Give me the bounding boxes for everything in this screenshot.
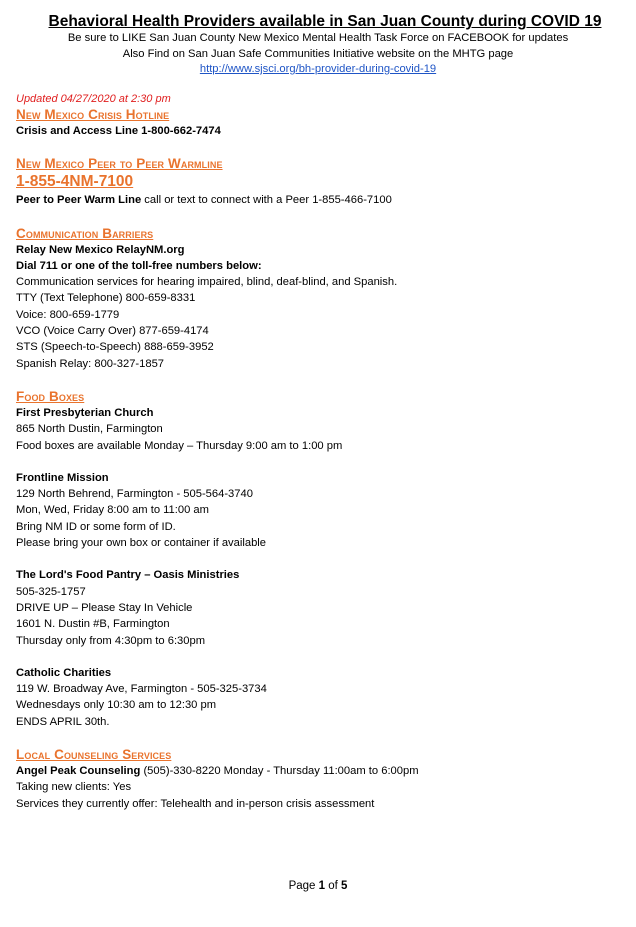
comm-line: Voice: 800-659-1779: [16, 308, 120, 321]
relay-dial: Dial 711 or one of the toll-free numbers below:: [16, 259, 262, 272]
document-header: [0, 0, 636, 78]
provider-name: First Presbyterian Church: [16, 406, 154, 419]
section-heading-communication: Communication Barriers: [16, 225, 154, 241]
comm-line: STS (Speech-to-Speech) 888-659-3952: [16, 341, 214, 354]
comm-line: Spanish Relay: 800-327-1857: [16, 357, 165, 370]
counseling-line: Services they currently offer: Telehealth and in-person crisis assessment: [16, 797, 375, 810]
website-note: Also Find on San Juan Safe Communities Initiative website on the MHTG page: [122, 47, 514, 60]
counseling-line: Taking new clients: Yes: [16, 781, 132, 794]
provider-line: 119 W. Broadway Ave, Farmington - 505-325-3734: [16, 683, 267, 696]
updated-note: Updated 04/27/2020 at 2:30 pm: [16, 93, 171, 105]
counseling-name: Angel Peak Counseling: [16, 765, 141, 778]
page-of: of: [325, 880, 342, 892]
page-label: Page: [288, 880, 319, 892]
comm-line: VCO (Voice Carry Over) 877-659-4174: [16, 325, 209, 338]
warmline-detail: call or text to connect with a Peer 1-855-466-7100: [141, 194, 392, 207]
warmline-label: Peer to Peer Warm Line: [16, 194, 142, 207]
provider-line: Food boxes are available Monday – Thursday 9:00 am to 1:00 pm: [16, 439, 343, 452]
provider-line: DRIVE UP – Please Stay In Vehicle: [16, 601, 193, 614]
provider-line: Wednesdays only 10:30 am to 12:30 pm: [16, 699, 217, 712]
provider-line: Bring NM ID or some form of ID.: [16, 520, 176, 533]
page-footer: [0, 880, 636, 892]
warmline-phone: 1-855-4NM-7100: [16, 173, 134, 191]
page-total: 5: [341, 880, 348, 892]
provider-line: 865 North Dustin, Farmington: [16, 423, 163, 436]
provider-name: Catholic Charities: [16, 666, 112, 679]
website-link[interactable]: http://www.sjsci.org/bh-provider-during-covid-19: [199, 63, 437, 75]
counseling-detail: (505)-330-8220 Monday - Thursday 11:00am to 6:00pm: [140, 765, 419, 778]
provider-line: Mon, Wed, Friday 8:00 am to 11:00 am: [16, 504, 209, 517]
provider-name: The Lord's Food Pantry – Oasis Ministries: [16, 569, 240, 582]
provider-name: Frontline Mission: [16, 471, 109, 484]
comm-line: TTY (Text Telephone) 800-659-8331: [16, 292, 196, 305]
provider-line: 1601 N. Dustin #B, Farmington: [16, 618, 170, 631]
section-heading-warmline: New Mexico Peer to Peer Warmline: [16, 156, 223, 172]
document-body: [16, 92, 620, 812]
page-number: 1: [318, 880, 326, 892]
crisis-line: Crisis and Access Line 1-800-662-7474: [16, 125, 221, 137]
warmline-info: [16, 192, 620, 208]
provider-line: ENDS APRIL 30th.: [16, 715, 110, 728]
relay-name: Relay New Mexico RelayNM.org: [16, 243, 185, 256]
counseling-provider: [16, 763, 620, 779]
provider-line: Please bring your own box or container if available: [16, 537, 266, 550]
section-heading-crisis: New Mexico Crisis Hotline: [16, 107, 170, 122]
provider-line: 505-325-1757: [16, 585, 86, 598]
section-heading-food: Food Boxes: [16, 388, 85, 404]
provider-line: Thursday only from 4:30pm to 6:30pm: [16, 634, 206, 647]
comm-line: Communication services for hearing impaired, blind, deaf-blind, and Spanish.: [16, 276, 398, 289]
page-title: Behavioral Health Providers available in San Juan County during COVID 19: [48, 13, 602, 30]
provider-line: 129 North Behrend, Farmington - 505-564-3740: [16, 488, 253, 501]
section-heading-counseling: Local Counseling Services: [16, 747, 172, 763]
facebook-note: Be sure to LIKE San Juan County New Mexico Mental Health Task Force on FACEBOOK for updates: [67, 32, 569, 44]
